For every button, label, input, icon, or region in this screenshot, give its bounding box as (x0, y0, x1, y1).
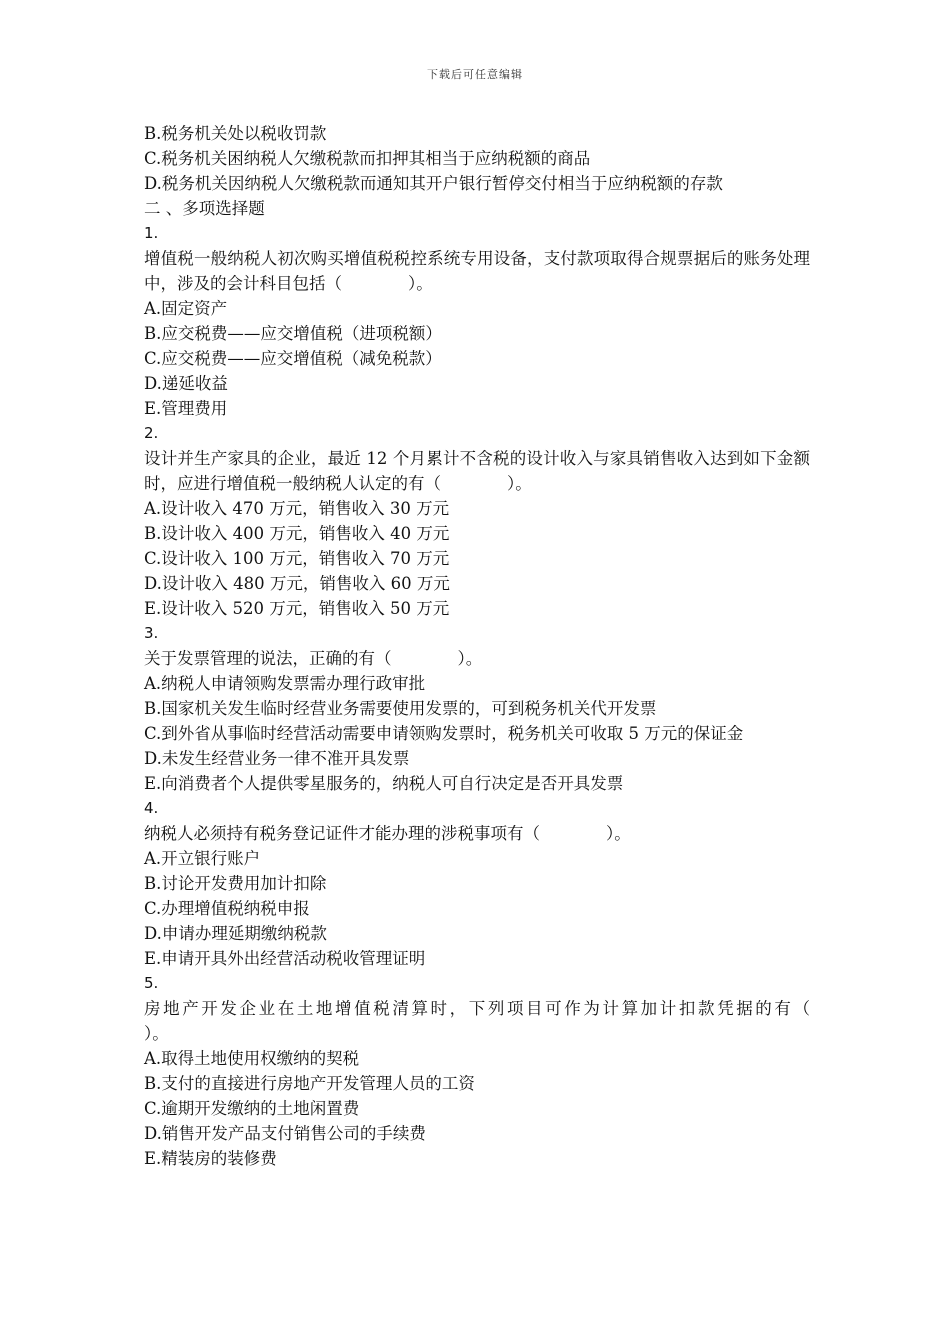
option-d: D.设计收入 480 万元，销售收入 60 万元 (144, 574, 450, 593)
question-number: 4. (144, 799, 159, 817)
option-a: A.设计收入 470 万元，销售收入 30 万元 (144, 499, 450, 518)
question-number: 2. (144, 424, 159, 442)
question-stem: 关于发票管理的说法，正确的有（ ）。 (144, 649, 483, 668)
question-stem: 设计并生产家具的企业，最近 12 个月累计不含税的设计收入与家具销售收入达到如下金额时，应进行增值税一般纳税人认定的有（ ）。 (144, 449, 810, 493)
question-stem: 增值税一般纳税人初次购买增值税税控系统专用设备，支付款项取得合规票据后的账务处理中，涉及的会计科目包括（ ）。 (144, 249, 810, 293)
option-a: A.取得土地使用权缴纳的契税 (144, 1049, 360, 1068)
option-e: E.精装房的装修费 (144, 1149, 277, 1168)
option-a: A.开立银行账户 (144, 849, 261, 868)
prev-option-b: B.税务机关处以税收罚款 (144, 124, 327, 143)
option-b: B.支付的直接进行房地产开发管理人员的工资 (144, 1074, 475, 1093)
question-number: 3. (144, 624, 159, 642)
option-e: E.向消费者个人提供零星服务的，纳税人可自行决定是否开具发票 (144, 774, 624, 793)
option-c: C.应交税费——应交增值税（减免税款） (144, 349, 442, 368)
option-d: D.销售开发产品支付销售公司的手续费 (144, 1124, 426, 1143)
section-title: 二 、多项选择题 (144, 199, 265, 218)
prev-option-d: D.税务机关因纳税人欠缴税款而通知其开户银行暂停交付相当于应纳税额的存款 (144, 174, 723, 193)
option-d: D.申请办理延期缴纳税款 (144, 924, 327, 943)
document-body (144, 121, 876, 1171)
option-a: A.纳税人申请领购发票需办理行政审批 (144, 674, 426, 693)
option-e: E.设计收入 520 万元，销售收入 50 万元 (144, 599, 450, 618)
question-stem: 房地产开发企业在土地增值税清算时，下列项目可作为计算加计扣款凭据的有（ ）。 (144, 999, 876, 1043)
option-c: C.办理增值税纳税申报 (144, 899, 310, 918)
option-e: E.申请开具外出经营活动税收管理证明 (144, 949, 426, 968)
option-d: D.未发生经营业务一律不准开具发票 (144, 749, 410, 768)
option-d: D.递延收益 (144, 374, 228, 393)
option-b: B.设计收入 400 万元，销售收入 40 万元 (144, 524, 450, 543)
option-b: B.国家机关发生临时经营业务需要使用发票的，可到税务机关代开发票 (144, 699, 657, 718)
question-number: 1. (144, 224, 159, 242)
option-a: A.固定资产 (144, 299, 228, 318)
option-c: C.到外省从事临时经营活动需要申请领购发票时，税务机关可收取 5 万元的保证金 (144, 724, 744, 743)
option-c: C.逾期开发缴纳的土地闲置费 (144, 1099, 360, 1118)
option-b: B.讨论开发费用加计扣除 (144, 874, 327, 893)
page-header: 下载后可任意编辑 (427, 68, 523, 81)
option-e: E.管理费用 (144, 399, 228, 418)
option-c: C.设计收入 100 万元，销售收入 70 万元 (144, 549, 450, 568)
prev-option-c: C.税务机关困纳税人欠缴税款而扣押其相当于应纳税额的商品 (144, 149, 591, 168)
question-stem: 纳税人必须持有税务登记证件才能办理的涉税事项有（ ）。 (144, 824, 631, 843)
question-number: 5. (144, 974, 159, 992)
option-b: B.应交税费——应交增值税（进项税额） (144, 324, 442, 343)
